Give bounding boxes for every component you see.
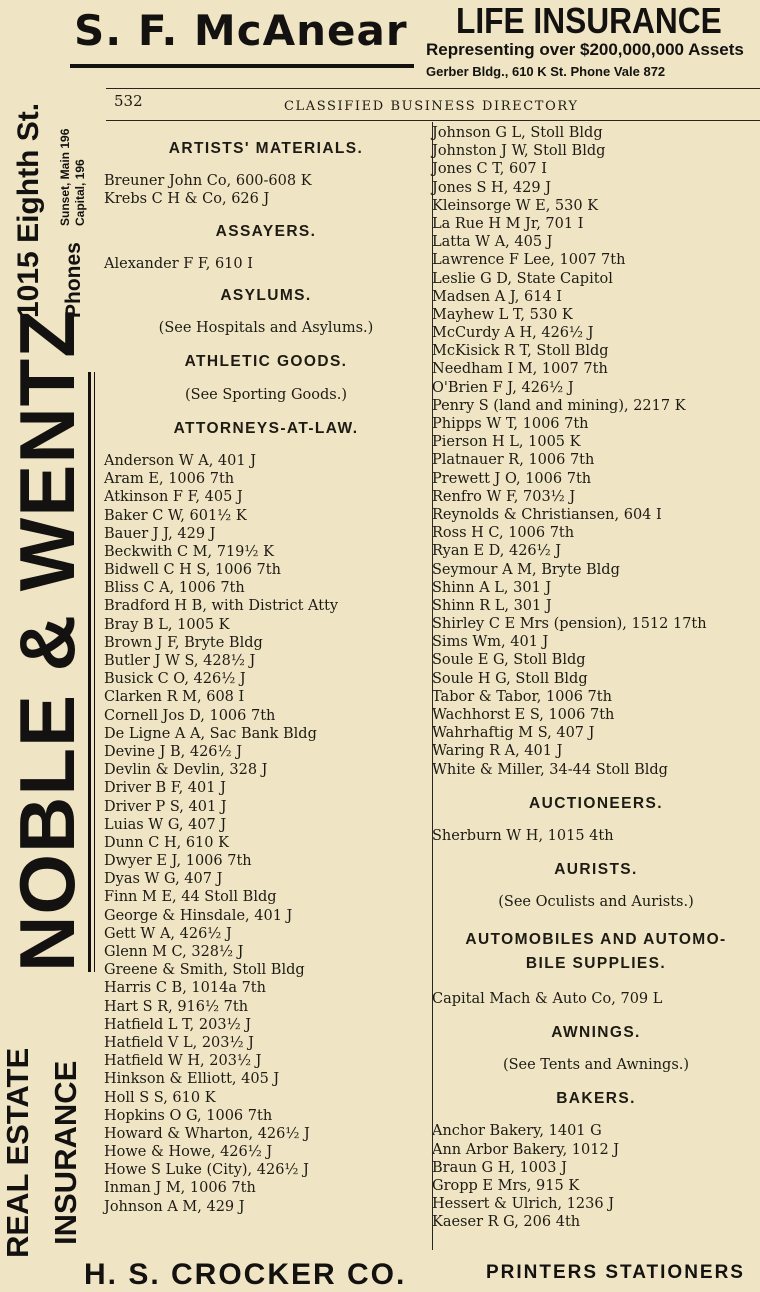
- directory-entry: McKisick R T, Stoll Bldg: [432, 343, 609, 360]
- directory-entry: Tabor & Tabor, 1006 7th: [432, 688, 612, 705]
- directory-entry: Hinkson & Elliott, 405 J: [104, 1071, 280, 1088]
- directory-entry: Platnauer R, 1006 7th: [432, 452, 595, 469]
- directory-entry: Ryan E D, 426½ J: [432, 543, 562, 560]
- side-ad-phone-numbers: [58, 129, 88, 226]
- directory-entry: Kleinsorge W E, 530 K: [432, 197, 599, 214]
- directory-entry: Gropp E Mrs, 915 K: [432, 1177, 580, 1194]
- directory-entry: Cornell Jos D, 1006 7th: [104, 707, 276, 724]
- side-ad-phone-b: Capital, 196: [73, 159, 87, 226]
- category-heading: [432, 928, 760, 976]
- directory-entry: Shinn A L, 301 J: [432, 579, 552, 596]
- directory-entry: Jones C T, 607 I: [432, 161, 547, 178]
- directory-entry: Devine J B, 426½ J: [104, 743, 243, 760]
- side-ad-rule-thin: [94, 372, 95, 972]
- category-heading: AWNINGS.: [551, 1023, 641, 1041]
- cross-reference-note: (See Hospitals and Asylums.): [158, 320, 374, 337]
- directory-entry: Clarken R M, 608 I: [104, 689, 245, 706]
- directory-entry: Phipps W T, 1006 7th: [432, 416, 589, 432]
- directory-entry: Penry S (land and mining), 2217 K: [432, 397, 686, 414]
- directory-entry: Wahrhaftig M S, 407 J: [432, 725, 595, 742]
- advertisement-address: Gerber Bldg., 610 K St. Phone Vale 872: [426, 64, 666, 79]
- category-heading: AURISTS.: [554, 861, 638, 879]
- directory-entry: Johnston J W, Stoll Bldg: [432, 143, 606, 160]
- directory-entry: Aram E, 1006 7th: [104, 471, 235, 488]
- directory-entry: Braun G H, 1003 J: [432, 1159, 567, 1176]
- directory-entry: Ross H C, 1006 7th: [432, 525, 575, 542]
- directory-entry: Alexander F F, 610 I: [104, 255, 253, 272]
- directory-entry: Finn M E, 44 Stoll Bldg: [104, 889, 277, 906]
- bottom-ad-company: H. S. CROCKER CO.: [84, 1258, 407, 1291]
- directory-entry: Mayhew L T, 530 K: [432, 306, 573, 323]
- directory-entry: Dyas W G, 407 J: [104, 871, 223, 888]
- directory-entry: Bray B L, 1005 K: [104, 616, 230, 633]
- directory-entry: Butler J W S, 428½ J: [104, 653, 256, 670]
- advertisement-title: LIFE INSURANCE: [456, 0, 722, 41]
- directory-entry: Renfro W F, 703½ J: [432, 488, 576, 505]
- category-heading: ATTORNEYS-AT-LAW.: [173, 419, 359, 437]
- side-ad-address: 1015 Eighth St.: [12, 102, 45, 318]
- advertiser-name: S. F. McAnear: [74, 6, 408, 55]
- bottom-ad-services: PRINTERS STATIONERS: [486, 1262, 745, 1283]
- directory-entry: Leslie G D, State Capitol: [432, 270, 613, 287]
- category-heading: ATHLETIC GOODS.: [184, 353, 348, 371]
- directory-entry: Hart S R, 916½ 7th: [104, 998, 249, 1015]
- directory-column-right: [432, 124, 760, 1231]
- directory-entry: Latta W A, 405 J: [432, 234, 553, 251]
- directory-entry: Atkinson F F, 405 J: [104, 489, 243, 506]
- directory-entry: Kaeser R G, 206 4th: [432, 1214, 581, 1231]
- side-ad-real-estate: REAL ESTATE: [0, 1047, 35, 1258]
- cross-reference-note: (See Sporting Goods.): [185, 386, 347, 403]
- directory-entry: Brown J F, Bryte Bldg: [104, 634, 263, 651]
- directory-entry: De Ligne A A, Sac Bank Bldg: [104, 725, 317, 742]
- page-number: 532: [114, 92, 143, 110]
- directory-entry: McCurdy A H, 426½ J: [432, 325, 594, 342]
- directory-entry: Reynolds & Christiansen, 604 I: [432, 506, 662, 523]
- advertisement-tagline: Representing over $200,000,000 Assets: [426, 40, 744, 59]
- side-ad-phones-label: Phones: [62, 242, 85, 318]
- directory-entry: Driver P S, 401 J: [104, 798, 227, 815]
- category-heading: ASYLUMS.: [220, 286, 312, 304]
- directory-entry: Waring R A, 401 J: [432, 743, 563, 760]
- directory-entry: Bidwell C H S, 1006 7th: [104, 562, 281, 579]
- directory-column-left: [104, 140, 428, 1216]
- side-ad-firm-name: NOBLE & WENTZ: [3, 309, 91, 972]
- top-advertisement: [70, 0, 760, 90]
- category-heading: ARTISTS' MATERIALS.: [168, 140, 364, 157]
- directory-entry: Hatfield L T, 203½ J: [104, 1016, 252, 1033]
- page-heading: CLASSIFIED BUSINESS DIRECTORY: [284, 99, 579, 114]
- directory-entry: Prewett J O, 1006 7th: [432, 470, 592, 487]
- directory-entry: La Rue H M Jr, 701 I: [432, 215, 584, 232]
- directory-entry: Beckwith C M, 719½ K: [104, 543, 274, 560]
- directory-entry: Bliss C A, 1006 7th: [104, 580, 245, 597]
- directory-entry: Glenn M C, 328½ J: [104, 944, 244, 961]
- directory-entry: Gett W A, 426½ J: [104, 925, 232, 942]
- directory-entry: Bauer J J, 429 J: [104, 525, 216, 542]
- page-top-rule: [106, 88, 760, 89]
- directory-entry: O'Brien F J, 426½ J: [432, 379, 574, 396]
- directory-entry: Busick C O, 426½ J: [104, 671, 246, 688]
- directory-entry: Johnson G L, Stoll Bldg: [432, 125, 603, 141]
- directory-entry: Howard & Wharton, 426½ J: [104, 1125, 310, 1142]
- directory-entry: Luias W G, 407 J: [104, 816, 227, 833]
- category-heading: AUCTIONEERS.: [529, 794, 663, 812]
- directory-entry: Inman J M, 1006 7th: [104, 1180, 256, 1197]
- side-ad-phone-a: Sunset, Main 196: [58, 128, 72, 226]
- directory-entry: Jones S H, 429 J: [432, 179, 552, 196]
- directory-entry: Wachhorst E S, 1006 7th: [432, 707, 615, 723]
- directory-entry: Sims Wm, 401 J: [432, 634, 549, 651]
- directory-entry: Johnson A M, 429 J: [104, 1198, 245, 1215]
- directory-entry: Devlin & Devlin, 328 J: [104, 762, 268, 779]
- directory-entry: Madsen A J, 614 I: [432, 288, 563, 305]
- directory-entry: Pierson H L, 1005 K: [432, 434, 581, 451]
- directory-entry: Hatfield W H, 203½ J: [104, 1053, 262, 1070]
- cross-reference-note: (See Tents and Awnings.): [502, 1056, 690, 1073]
- directory-entry: Krebs C H & Co, 626 J: [104, 191, 270, 208]
- category-heading: ASSAYERS.: [215, 222, 317, 240]
- directory-entry: White & Miller, 34-44 Stoll Bldg: [432, 761, 668, 778]
- directory-entry: Bradford H B, with District Atty: [104, 598, 339, 615]
- directory-entry: Shinn R L, 301 J: [432, 597, 552, 614]
- directory-entry: Hessert & Ulrich, 1236 J: [432, 1196, 615, 1213]
- directory-entry: Harris C B, 1014a 7th: [104, 980, 266, 997]
- header-rule: [106, 120, 760, 121]
- directory-entry: Shirley C E Mrs (pension), 1512 17th: [432, 616, 707, 633]
- directory-entry: Anchor Bakery, 1401 G: [432, 1123, 602, 1140]
- directory-entry: Howe & Howe, 426½ J: [104, 1144, 273, 1161]
- directory-entry: Driver B F, 401 J: [104, 780, 226, 797]
- directory-entry: Seymour A M, Bryte Bldg: [432, 561, 620, 578]
- side-ad-insurance: INSURANCE: [48, 1060, 83, 1245]
- directory-entry: Hatfield V L, 203½ J: [104, 1034, 254, 1051]
- directory-entry: Dwyer E J, 1006 7th: [104, 853, 252, 870]
- directory-entry: Holl S S, 610 K: [104, 1089, 216, 1106]
- directory-entry: Soule H G, Stoll Bldg: [432, 670, 588, 687]
- category-heading-line-2: BILE SUPPLIES.: [525, 954, 667, 972]
- directory-entry: Sherburn W H, 1015 4th: [432, 827, 614, 844]
- advertiser-underline: [70, 64, 414, 68]
- directory-entry: George & Hinsdale, 401 J: [104, 907, 293, 924]
- directory-entry: Greene & Smith, Stoll Bldg: [104, 962, 305, 979]
- directory-entry: Capital Mach & Auto Co, 709 L: [432, 990, 663, 1007]
- directory-entry: Soule E G, Stoll Bldg: [432, 652, 586, 669]
- directory-entry: Needham I M, 1007 7th: [432, 361, 608, 378]
- directory-entry: Lawrence F Lee, 1007 7th: [432, 252, 626, 269]
- directory-entry: Baker C W, 601½ K: [104, 507, 247, 524]
- directory-entry: Anderson W A, 401 J: [104, 452, 257, 469]
- directory-entry: Ann Arbor Bakery, 1012 J: [432, 1141, 620, 1158]
- directory-entry: Howe S Luke (City), 426½ J: [104, 1162, 309, 1179]
- directory-entry: Breuner John Co, 600-608 K: [104, 173, 312, 190]
- category-heading-line-1: AUTOMOBILES AND AUTOMO-: [465, 930, 727, 948]
- category-heading: BAKERS.: [556, 1090, 636, 1108]
- directory-entry: Hopkins O G, 1006 7th: [104, 1107, 273, 1124]
- cross-reference-note: (See Oculists and Aurists.): [498, 894, 694, 911]
- directory-entry: Dunn C H, 610 K: [104, 834, 229, 851]
